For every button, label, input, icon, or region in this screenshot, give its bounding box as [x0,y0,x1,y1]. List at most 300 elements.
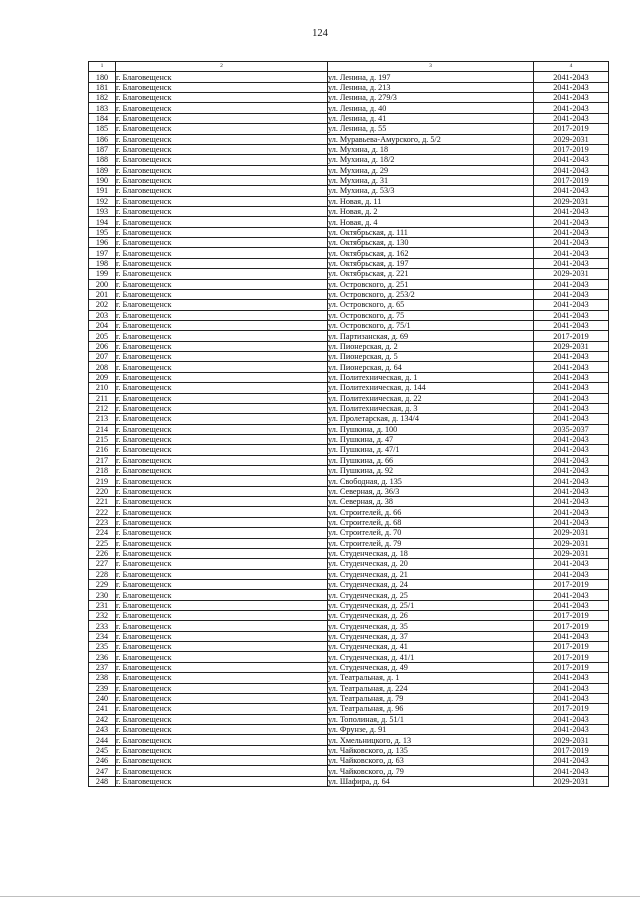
row-number-cell: 189 [89,165,116,175]
city-cell: г. Благовещенск [116,269,328,279]
city-cell: г. Благовещенск [116,766,328,776]
city-cell: г. Благовещенск [116,642,328,652]
address-cell: ул. Студенческая, д. 26 [328,611,534,621]
period-cell: 2041-2043 [534,258,609,268]
address-cell: ул. Политехническая, д. 3 [328,403,534,413]
address-cell: ул. Политехническая, д. 22 [328,393,534,403]
period-cell: 2041-2043 [534,414,609,424]
period-cell: 2041-2043 [534,103,609,113]
row-number-cell: 198 [89,258,116,268]
table-row [89,238,609,248]
address-cell: ул. Пушкина, д. 47 [328,434,534,444]
city-cell: г. Благовещенск [116,683,328,693]
period-cell: 2041-2043 [534,476,609,486]
city-cell: г. Благовещенск [116,611,328,621]
table-row [89,600,609,610]
period-cell: 2041-2043 [534,600,609,610]
address-cell: ул. Ленина, д. 40 [328,103,534,113]
city-cell: г. Благовещенск [116,227,328,237]
city-cell: г. Благовещенск [116,455,328,465]
row-number-cell: 215 [89,434,116,444]
city-cell: г. Благовещенск [116,735,328,745]
row-number-cell: 233 [89,621,116,631]
table-row [89,93,609,103]
address-cell: ул. Октябрьская, д. 221 [328,269,534,279]
row-number-cell: 240 [89,693,116,703]
table-row [89,693,609,703]
table-row [89,466,609,476]
city-cell: г. Благовещенск [116,279,328,289]
address-cell: ул. Театральная, д. 79 [328,693,534,703]
table-row [89,714,609,724]
table-row [89,362,609,372]
city-cell: г. Благовещенск [116,621,328,631]
period-cell: 2041-2043 [534,403,609,413]
period-cell: 2041-2043 [534,217,609,227]
table-row [89,227,609,237]
city-cell: г. Благовещенск [116,445,328,455]
city-cell: г. Благовещенск [116,320,328,330]
row-number-cell: 183 [89,103,116,113]
table-row [89,289,609,299]
address-cell: ул. Пионерская, д. 5 [328,352,534,362]
address-cell: ул. Новая, д. 2 [328,207,534,217]
row-number-cell: 203 [89,310,116,320]
row-number-cell: 226 [89,548,116,558]
table-body [89,62,609,787]
table-row [89,144,609,154]
address-cell: ул. Строителей, д. 79 [328,538,534,548]
period-cell: 2029-2031 [534,538,609,548]
period-cell: 2041-2043 [534,507,609,517]
period-cell: 2041-2043 [534,383,609,393]
table-row [89,517,609,527]
city-cell: г. Благовещенск [116,434,328,444]
address-cell: ул. Студенческая, д. 24 [328,579,534,589]
address-cell: ул. Политехническая, д. 1 [328,372,534,382]
address-cell: ул. Фрунзе, д. 91 [328,725,534,735]
city-cell: г. Благовещенск [116,538,328,548]
city-cell: г. Благовещенск [116,476,328,486]
city-cell: г. Благовещенск [116,631,328,641]
period-cell: 2017-2019 [534,652,609,662]
row-number-cell: 218 [89,466,116,476]
table-row [89,165,609,175]
row-number-cell: 248 [89,776,116,786]
city-cell: г. Благовещенск [116,258,328,268]
period-cell: 2041-2043 [534,756,609,766]
city-cell: г. Благовещенск [116,186,328,196]
city-cell: г. Благовещенск [116,559,328,569]
period-cell: 2029-2031 [534,735,609,745]
table-row [89,476,609,486]
city-cell: г. Благовещенск [116,103,328,113]
address-cell: ул. Чайковского, д. 63 [328,756,534,766]
table-row [89,383,609,393]
address-cell: ул. Островского, д. 75/1 [328,320,534,330]
address-cell: ул. Пролетарская, д. 134/4 [328,414,534,424]
city-cell: г. Благовещенск [116,113,328,123]
address-cell: ул. Строителей, д. 66 [328,507,534,517]
city-cell: г. Благовещенск [116,207,328,217]
header-cell-3: 3 [328,62,534,72]
city-cell: г. Благовещенск [116,414,328,424]
period-cell: 2041-2043 [534,673,609,683]
period-cell: 2041-2043 [534,517,609,527]
table-row [89,631,609,641]
period-cell: 2041-2043 [534,693,609,703]
address-cell: ул. Ленина, д. 279/3 [328,93,534,103]
city-cell: г. Благовещенск [116,196,328,206]
period-cell: 2041-2043 [534,466,609,476]
period-cell: 2041-2043 [534,569,609,579]
city-cell: г. Благовещенск [116,72,328,82]
address-cell: ул. Островского, д. 75 [328,310,534,320]
row-number-cell: 229 [89,579,116,589]
city-cell: г. Благовещенск [116,497,328,507]
row-number-cell: 221 [89,497,116,507]
city-cell: г. Благовещенск [116,517,328,527]
period-cell: 2041-2043 [534,559,609,569]
period-cell: 2017-2019 [534,124,609,134]
table-row [89,745,609,755]
table-row [89,766,609,776]
address-cell: ул. Театральная, д. 1 [328,673,534,683]
row-number-cell: 180 [89,72,116,82]
table-row [89,704,609,714]
table-row [89,403,609,413]
city-cell: г. Благовещенск [116,745,328,755]
city-cell: г. Благовещенск [116,82,328,92]
city-cell: г. Благовещенск [116,403,328,413]
address-cell: ул. Муравьева-Амурского, д. 5/2 [328,134,534,144]
row-number-cell: 235 [89,642,116,652]
row-number-cell: 223 [89,517,116,527]
row-number-cell: 205 [89,331,116,341]
row-number-cell: 238 [89,673,116,683]
address-cell: ул. Пушкина, д. 100 [328,424,534,434]
period-cell: 2041-2043 [534,72,609,82]
period-cell: 2041-2043 [534,238,609,248]
row-number-cell: 234 [89,631,116,641]
period-cell: 2029-2031 [534,776,609,786]
address-cell: ул. Пионерская, д. 64 [328,362,534,372]
row-number-cell: 188 [89,155,116,165]
address-cell: ул. Мухина, д. 53/3 [328,186,534,196]
table-row [89,217,609,227]
city-cell: г. Благовещенск [116,134,328,144]
period-cell: 2041-2043 [534,766,609,776]
address-cell: ул. Партизанская, д. 69 [328,331,534,341]
period-cell: 2041-2043 [534,725,609,735]
row-number-cell: 211 [89,393,116,403]
period-cell: 2041-2043 [534,93,609,103]
table-row [89,652,609,662]
table-row [89,507,609,517]
period-cell: 2041-2043 [534,714,609,724]
address-cell: ул. Октябрьская, д. 111 [328,227,534,237]
row-number-cell: 200 [89,279,116,289]
period-cell: 2041-2043 [534,186,609,196]
row-number-cell: 207 [89,352,116,362]
period-cell: 2041-2043 [534,393,609,403]
row-number-cell: 184 [89,113,116,123]
period-cell: 2041-2043 [534,455,609,465]
header-cell-2: 2 [116,62,328,72]
period-cell: 2017-2019 [534,611,609,621]
address-cell: ул. Студенческая, д. 25 [328,590,534,600]
row-number-cell: 244 [89,735,116,745]
period-cell: 2017-2019 [534,331,609,341]
address-cell: ул. Новая, д. 11 [328,196,534,206]
period-cell: 2041-2043 [534,320,609,330]
city-cell: г. Благовещенск [116,341,328,351]
row-number-cell: 182 [89,93,116,103]
row-number-cell: 241 [89,704,116,714]
period-cell: 2017-2019 [534,579,609,589]
address-cell: ул. Чайковского, д. 135 [328,745,534,755]
row-number-cell: 231 [89,600,116,610]
table-row [89,569,609,579]
city-cell: г. Благовещенск [116,466,328,476]
address-cell: ул. Студенческая, д. 49 [328,662,534,672]
table-row [89,497,609,507]
row-number-cell: 192 [89,196,116,206]
period-cell: 2041-2043 [534,155,609,165]
address-cell: ул. Северная, д. 38 [328,497,534,507]
city-cell: г. Благовещенск [116,289,328,299]
period-cell: 2041-2043 [534,207,609,217]
row-number-cell: 219 [89,476,116,486]
row-number-cell: 236 [89,652,116,662]
table-row [89,124,609,134]
table-row [89,735,609,745]
city-cell: г. Благовещенск [116,424,328,434]
table-row [89,248,609,258]
row-number-cell: 246 [89,756,116,766]
period-cell: 2041-2043 [534,362,609,372]
address-cell: ул. Пушкина, д. 47/1 [328,445,534,455]
table-row [89,414,609,424]
row-number-cell: 194 [89,217,116,227]
table-row [89,310,609,320]
address-cell: ул. Северная, д. 36/3 [328,486,534,496]
header-cell-4: 4 [534,62,609,72]
address-cell: ул. Пионерская, д. 2 [328,341,534,351]
period-cell: 2041-2043 [534,248,609,258]
address-cell: ул. Студенческая, д. 25/1 [328,600,534,610]
city-cell: г. Благовещенск [116,600,328,610]
address-cell: ул. Шафира, д. 64 [328,776,534,786]
period-cell: 2041-2043 [534,82,609,92]
row-number-cell: 190 [89,175,116,185]
table-row [89,538,609,548]
city-cell: г. Благовещенск [116,579,328,589]
period-cell: 2017-2019 [534,144,609,154]
address-cell: ул. Островского, д. 253/2 [328,289,534,299]
row-number-cell: 228 [89,569,116,579]
city-cell: г. Благовещенск [116,776,328,786]
row-number-cell: 199 [89,269,116,279]
address-cell: ул. Свободная, д. 135 [328,476,534,486]
table-row [89,175,609,185]
row-number-cell: 227 [89,559,116,569]
period-cell: 2029-2031 [534,341,609,351]
address-cell: ул. Октябрьская, д. 197 [328,258,534,268]
city-cell: г. Благовещенск [116,372,328,382]
city-cell: г. Благовещенск [116,714,328,724]
city-cell: г. Благовещенск [116,165,328,175]
row-number-cell: 222 [89,507,116,517]
address-cell: ул. Театральная, д. 96 [328,704,534,714]
row-number-cell: 239 [89,683,116,693]
address-cell: ул. Октябрьская, д. 162 [328,248,534,258]
row-number-cell: 210 [89,383,116,393]
period-cell: 2041-2043 [534,445,609,455]
table-row [89,424,609,434]
period-cell: 2041-2043 [534,590,609,600]
address-cell: ул. Мухина, д. 18 [328,144,534,154]
table-row [89,155,609,165]
period-cell: 2029-2031 [534,548,609,558]
city-cell: г. Благовещенск [116,393,328,403]
row-number-cell: 186 [89,134,116,144]
period-cell: 2017-2019 [534,175,609,185]
period-cell: 2017-2019 [534,704,609,714]
period-cell: 2041-2043 [534,227,609,237]
city-cell: г. Благовещенск [116,352,328,362]
table-row [89,559,609,569]
city-cell: г. Благовещенск [116,756,328,766]
address-cell: ул. Студенческая, д. 41/1 [328,652,534,662]
table-row [89,642,609,652]
table-row [89,393,609,403]
address-cell: ул. Ленина, д. 55 [328,124,534,134]
address-cell: ул. Мухина, д. 31 [328,175,534,185]
period-cell: 2041-2043 [534,434,609,444]
table-row [89,134,609,144]
table-row [89,548,609,558]
table-row [89,486,609,496]
address-cell: ул. Студенческая, д. 35 [328,621,534,631]
period-cell: 2029-2031 [534,528,609,538]
city-cell: г. Благовещенск [116,144,328,154]
city-cell: г. Благовещенск [116,155,328,165]
period-cell: 2017-2019 [534,642,609,652]
address-cell: ул. Политехническая, д. 144 [328,383,534,393]
city-cell: г. Благовещенск [116,383,328,393]
row-number-cell: 181 [89,82,116,92]
address-cell: ул. Новая, д. 4 [328,217,534,227]
table-row [89,756,609,766]
address-cell: ул. Студенческая, д. 21 [328,569,534,579]
period-cell: 2041-2043 [534,683,609,693]
row-number-cell: 208 [89,362,116,372]
address-cell: ул. Тополиная, д. 51/1 [328,714,534,724]
table-row [89,269,609,279]
row-number-cell: 191 [89,186,116,196]
period-cell: 2029-2031 [534,196,609,206]
address-cell: ул. Ленина, д. 197 [328,72,534,82]
row-number-cell: 224 [89,528,116,538]
city-cell: г. Благовещенск [116,693,328,703]
city-cell: г. Благовещенск [116,704,328,714]
row-number-cell: 220 [89,486,116,496]
city-cell: г. Благовещенск [116,362,328,372]
city-cell: г. Благовещенск [116,331,328,341]
period-cell: 2041-2043 [534,165,609,175]
period-cell: 2017-2019 [534,621,609,631]
address-cell: ул. Строителей, д. 70 [328,528,534,538]
address-cell: ул. Строителей, д. 68 [328,517,534,527]
address-cell: ул. Пушкина, д. 66 [328,455,534,465]
row-number-cell: 245 [89,745,116,755]
row-number-cell: 237 [89,662,116,672]
city-cell: г. Благовещенск [116,93,328,103]
row-number-cell: 247 [89,766,116,776]
table-row [89,341,609,351]
city-cell: г. Благовещенск [116,673,328,683]
address-cell: ул. Ленина, д. 41 [328,113,534,123]
city-cell: г. Благовещенск [116,248,328,258]
table-row [89,258,609,268]
address-cell: ул. Октябрьская, д. 130 [328,238,534,248]
table-header-row [89,62,609,72]
row-number-cell: 196 [89,238,116,248]
table-row [89,196,609,206]
address-cell: ул. Островского, д. 65 [328,300,534,310]
table-row [89,300,609,310]
address-cell: ул. Ленина, д. 213 [328,82,534,92]
header-cell-1: 1 [89,62,116,72]
period-cell: 2041-2043 [534,372,609,382]
table-row [89,103,609,113]
row-number-cell: 216 [89,445,116,455]
table-row [89,445,609,455]
city-cell: г. Благовещенск [116,548,328,558]
row-number-cell: 214 [89,424,116,434]
city-cell: г. Благовещенск [116,507,328,517]
period-cell: 2017-2019 [534,662,609,672]
period-cell: 2035-2037 [534,424,609,434]
city-cell: г. Благовещенск [116,528,328,538]
table-row [89,611,609,621]
table-row [89,279,609,289]
row-number-cell: 204 [89,320,116,330]
address-cell: ул. Мухина, д. 18/2 [328,155,534,165]
city-cell: г. Благовещенск [116,175,328,185]
period-cell: 2041-2043 [534,300,609,310]
row-number-cell: 187 [89,144,116,154]
period-cell: 2041-2043 [534,497,609,507]
table-row [89,320,609,330]
row-number-cell: 243 [89,725,116,735]
address-cell: ул. Пушкина, д. 92 [328,466,534,476]
table-row [89,352,609,362]
table-row [89,725,609,735]
row-number-cell: 209 [89,372,116,382]
table-row [89,673,609,683]
row-number-cell: 217 [89,455,116,465]
table-row [89,683,609,693]
row-number-cell: 242 [89,714,116,724]
table-row [89,113,609,123]
table-row [89,82,609,92]
row-number-cell: 206 [89,341,116,351]
address-cell: ул. Островского, д. 251 [328,279,534,289]
city-cell: г. Благовещенск [116,310,328,320]
period-cell: 2041-2043 [534,631,609,641]
